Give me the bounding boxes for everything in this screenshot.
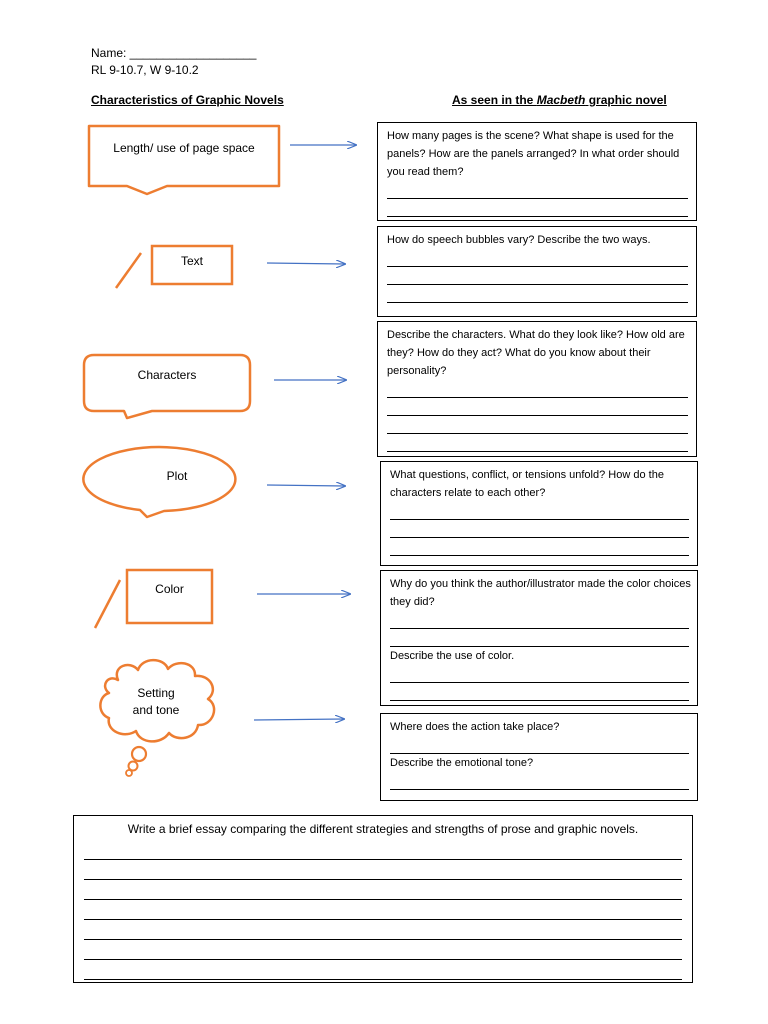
right-column-heading: As seen in the Macbeth graphic novel <box>452 93 667 107</box>
answer-line[interactable] <box>387 434 688 452</box>
answer-line[interactable] <box>390 772 689 790</box>
answer-line[interactable] <box>390 736 689 754</box>
thought-bubble-large <box>132 747 146 761</box>
question-box-text <box>377 226 697 317</box>
essay-line[interactable] <box>84 960 682 980</box>
answer-line[interactable] <box>387 416 688 434</box>
answer-line[interactable] <box>390 665 689 683</box>
label-color: Color <box>155 582 184 596</box>
name-field-label: Name: ___________________ <box>91 46 257 60</box>
question-text: What questions, conflict, or tensions unfold? How do the characters relate to each other? <box>390 469 664 499</box>
speech-bubble-shape-characters <box>84 355 250 418</box>
answer-line[interactable] <box>387 267 688 285</box>
question-box-plot <box>380 461 698 566</box>
answer-line[interactable] <box>390 629 689 647</box>
question-box-length <box>377 122 697 221</box>
thought-bubble-medium <box>129 762 138 771</box>
answer-line[interactable] <box>390 520 689 538</box>
essay-line[interactable] <box>84 840 682 860</box>
essay-prompt: Write a brief essay comparing the different strategies and strengths of prose and graphic novels. <box>127 822 639 836</box>
arrow-plot <box>267 485 345 486</box>
label-characters: Characters <box>137 368 197 382</box>
question-box-color <box>380 570 698 706</box>
answer-line[interactable] <box>390 502 689 520</box>
arrow-setting <box>254 719 344 720</box>
thought-bubble-small <box>126 770 132 776</box>
answer-line[interactable] <box>387 249 688 267</box>
answer-line[interactable] <box>387 285 688 303</box>
question-text: Describe the emotional tone? <box>390 757 534 769</box>
color-callout-pointer <box>95 580 120 628</box>
essay-line[interactable] <box>84 880 682 900</box>
arrow-text <box>267 263 345 264</box>
essay-line[interactable] <box>84 920 682 940</box>
essay-line[interactable] <box>84 860 682 880</box>
label-plot: Plot <box>166 469 188 483</box>
question-text: How many pages is the scene? What shape is used for the panels? How are the panels arranged? In what order should you read them? <box>387 130 680 178</box>
question-text: Describe the characters. What do they look like? How old are they? How do they act? What do you know about their personality? <box>387 329 685 377</box>
macbeth-title: Macbeth <box>536 93 586 107</box>
standards-code: RL 9-10.7, W 9-10.2 <box>91 63 199 77</box>
label-length: Length/ use of page space <box>113 141 255 155</box>
answer-line[interactable] <box>387 181 688 199</box>
label-setting-and-tone: Setting and tone <box>132 686 180 717</box>
answer-line[interactable] <box>387 380 688 398</box>
essay-line[interactable] <box>84 900 682 920</box>
answer-line[interactable] <box>390 611 689 629</box>
text-callout-pointer <box>116 253 141 288</box>
essay-box <box>73 815 693 983</box>
answer-line[interactable] <box>390 538 689 556</box>
question-box-setting <box>380 713 698 801</box>
speech-bubble-shape-length <box>89 126 279 194</box>
answer-line[interactable] <box>387 398 688 416</box>
label-text: Text <box>180 254 203 268</box>
question-text: Why do you think the author/illustrator made the color choices they did? <box>390 578 691 608</box>
answer-line[interactable] <box>387 199 688 217</box>
question-text: Describe the use of color. <box>390 650 515 662</box>
question-text: Where does the action take place? <box>390 721 560 733</box>
question-box-characters <box>377 321 697 457</box>
answer-line[interactable] <box>390 683 689 701</box>
essay-line[interactable] <box>84 940 682 960</box>
left-column-heading: Characteristics of Graphic Novels <box>91 93 284 107</box>
question-text: How do speech bubbles vary? Describe the two ways. <box>387 234 651 246</box>
